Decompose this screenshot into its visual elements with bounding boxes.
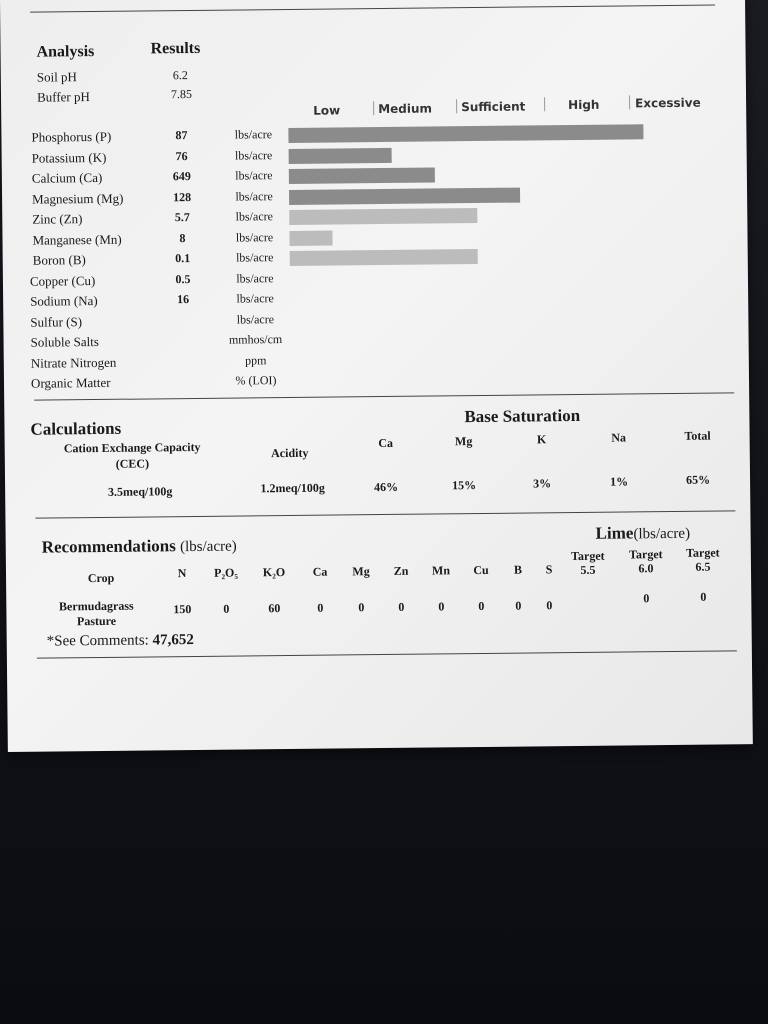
nutrient-recommendation-value: 0 [317,600,324,615]
nutrient-unit: lbs/acre [235,250,274,265]
nutrient-recommendation-value: 0 [438,599,445,614]
nutrient-value: 8 [179,230,186,245]
nutrient-value: 649 [172,169,191,184]
scale-divider [373,101,374,115]
nutrient-recommendation-value: 0 [546,598,553,613]
nutrient-name: Sodium (Na) [30,292,98,309]
crop-label: Crop [87,570,115,586]
nutrient-name: Phosphorus (P) [31,128,112,145]
lime-units: (lbs/acre) [633,525,691,543]
nutrient-name: Organic Matter [30,374,111,391]
scale-excessive: Excessive [635,95,701,111]
nutrient-unit: ppm [245,352,267,367]
recommendations-units: (lbs/acre) [180,538,237,556]
lime-header: Lime [595,523,634,543]
lime-target-ph: 5.5 [580,562,596,577]
lime-target-label: Target [628,547,663,562]
nutrient-unit: lbs/acre [234,127,273,142]
nutrient-value: 128 [172,189,192,204]
base-saturation-header: Base Saturation [464,405,581,427]
nutrient-unit: lbs/acre [235,229,274,245]
section-rule [34,392,734,400]
lime-target-ph: 6.0 [638,561,654,576]
nutrient-name: Magnesium (Mg) [32,190,124,207]
nutrient-column-header: S [545,562,553,577]
nutrient-level-bar [289,230,332,245]
scale-high: High [568,97,600,113]
lime-recommendation-value: 0 [643,591,650,606]
nutrient-value: 0.1 [175,251,191,266]
lime-title [596,523,691,544]
nutrient-unit: lbs/acre [236,291,274,306]
buffer-ph-value: 7.85 [170,86,193,102]
soil-ph-label: Soil pH [36,69,77,85]
recommendations-title [42,536,237,558]
calculations-header: Calculations [30,418,122,439]
scale-divider [456,99,457,113]
scale-medium: Medium [378,101,433,117]
cec-value: 3.5meq/100g [107,484,173,499]
nutrient-recommendation-value: 0 [478,598,485,614]
scale-low: Low [313,103,341,118]
nutrient-level-bar [288,124,643,143]
nutrient-recommendation-value: 60 [268,601,281,616]
nutrient-unit: lbs/acre [234,147,273,163]
nutrient-name: Sulfur (S) [30,313,83,330]
nutrient-unit: lbs/acre [235,188,273,204]
nutrient-name: Zinc (Zn) [32,211,83,227]
comments-line [47,632,194,651]
nutrient-level-bar [289,208,477,225]
nutrient-column-header: K₂O [262,565,286,580]
comments-label: *See Comments: [46,632,149,650]
nutrient-recommendation-value: 0 [223,601,230,616]
lime-target-ph: 6.5 [695,559,711,574]
base-saturation-label: Ca [378,435,394,451]
nutrient-value: 76 [175,148,188,163]
scale-divider [544,97,545,111]
scale-sufficient: Sufficient [461,99,526,115]
lime-recommendation-value: 0 [700,589,707,604]
nutrient-column-header: B [513,562,523,577]
nutrient-level-bar [289,187,520,204]
acidity-label: Acidity [271,445,309,461]
top-rule [30,5,715,13]
base-saturation-value: 15% [452,478,477,493]
nutrient-column-header: N [177,566,187,581]
nutrient-unit: % (LOI) [235,373,277,388]
base-saturation-value: 1% [610,474,629,489]
nutrient-unit: lbs/acre [236,270,274,286]
base-saturation-value: 46% [374,479,399,495]
base-saturation-value: 65% [685,472,711,487]
comments-value: 47,652 [152,632,194,649]
nutrient-recommendation-value: 0 [358,600,365,615]
nutrient-column-header: Zn [393,563,409,578]
recommendations-header: Recommendations [41,536,176,557]
nutrient-name: Nitrate Nitrogen [30,354,117,371]
bottom-rule [37,650,737,658]
lime-target-label: Target [685,545,720,560]
lime-target-label: Target [570,548,605,564]
nutrient-name: Potassium (K) [31,149,107,166]
base-saturation-label: K [536,432,547,447]
nutrient-column-header: Ca [312,564,328,579]
crop-name-line2: Pasture [76,613,117,629]
nutrient-unit: mmhos/cm [228,332,283,347]
nutrient-name: Manganese (Mn) [32,231,122,248]
section-rule [35,510,735,518]
nutrient-value: 5.7 [174,210,190,225]
acidity-value: 1.2meq/100g [260,480,325,496]
cec-label-abbrev: (CEC) [115,456,150,471]
results-header: Results [150,39,201,58]
nutrient-value: 87 [175,128,188,143]
lime-recommendation-value [563,593,613,594]
base-saturation-label: Na [611,430,627,445]
scale-divider [629,95,630,109]
nutrient-recommendation-value: 150 [173,602,192,617]
nutrient-column-header: P₂O₅ [213,565,239,580]
nutrient-name: Calcium (Ca) [31,169,103,186]
nutrient-name: Soluble Salts [30,333,99,350]
base-saturation-label: Mg [454,434,473,449]
nutrient-column-header: Cu [473,562,489,578]
soil-ph-value: 6.2 [172,68,188,83]
nutrient-value: 0.5 [175,271,191,286]
nutrient-recommendation-value: 0 [515,598,522,613]
nutrient-recommendation-value: 0 [398,599,405,614]
nutrient-unit: lbs/acre [235,168,273,183]
nutrient-level-bar [289,167,435,184]
nutrient-unit: lbs/acre [236,311,275,327]
nutrient-value: 16 [177,292,190,307]
buffer-ph-label: Buffer pH [36,89,90,105]
nutrient-level-bar [289,147,392,163]
analysis-header: Analysis [36,43,95,61]
nutrient-level-bar [290,249,478,266]
base-saturation-label: Total [684,428,711,443]
nutrient-unit: lbs/acre [235,209,274,224]
cec-label: Cation Exchange Capacity [63,439,201,456]
base-saturation-value: 3% [533,476,552,491]
nutrient-name: Boron (B) [32,252,86,268]
nutrient-column-header: Mn [431,563,451,578]
crop-name: Bermudagrass [58,598,134,614]
nutrient-name: Copper (Cu) [29,272,96,289]
nutrient-column-header: Mg [352,564,370,579]
